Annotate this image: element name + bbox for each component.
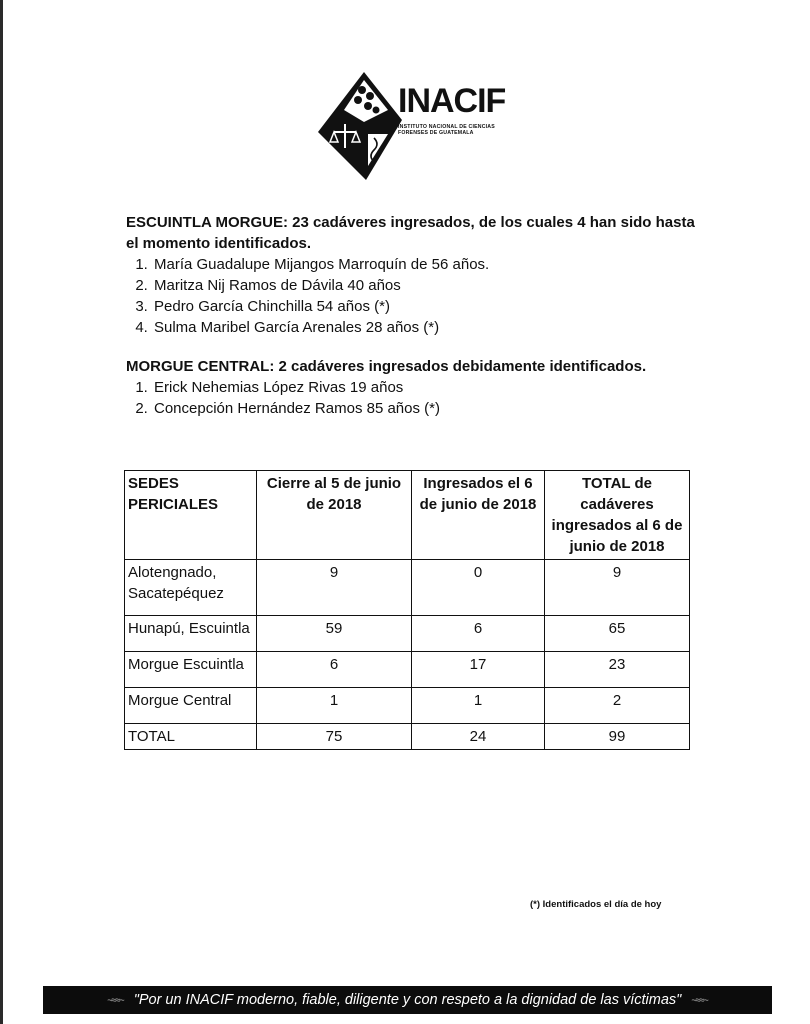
header-ingresados: Ingresados el 6 de junio de 2018 [412,471,545,560]
cell-cierre: 9 [257,560,412,616]
list-item: 2. Maritza Nij Ramos de Dávila 40 años [152,275,706,296]
cell-ingresados: 1 [412,688,545,724]
escuintla-list [126,254,706,338]
header-sedes: SEDES PERICIALES [125,471,257,560]
escuintla-section [126,212,706,338]
cell-sede: TOTAL [125,724,257,750]
inacif-logo [316,70,516,182]
logo-subtitle: INSTITUTO NACIONAL DE CIENCIAS FORENSES DE GUATEMALA [398,124,495,136]
cell-sede: Hunapú, Escuintla [125,616,257,652]
header-total: TOTAL de cadáveres ingresados al 6 de junio de 2018 [545,471,690,560]
cell-ingresados: 17 [412,652,545,688]
cell-total: 9 [545,560,690,616]
cell-total: 2 [545,688,690,724]
footnote: (*) Identificados el día de hoy [530,899,662,910]
cell-cierre: 59 [257,616,412,652]
cell-cierre: 6 [257,652,412,688]
logo-wordmark: INACIF [398,82,506,120]
list-item: 4. Sulma Maribel García Arenales 28 años (*) [152,317,706,338]
table-total-row [125,724,690,750]
left-flourish-icon: ~≈≈~ [107,995,124,1005]
cell-total: 99 [545,724,690,750]
list-item: 1. Erick Nehemias López Rivas 19 años [152,377,706,398]
inacif-emblem-icon [316,70,402,182]
footer-slogan-bar [43,986,772,1014]
cell-cierre: 1 [257,688,412,724]
table-row [125,688,690,724]
central-list [126,377,706,419]
central-section [126,356,706,419]
table-row [125,560,690,616]
footer-slogan: "Por un INACIF moderno, fiable, diligente y con respeto a la dignidad de las víctimas" [133,992,682,1008]
cell-sede: Morgue Central [125,688,257,724]
central-heading: MORGUE CENTRAL: 2 cadáveres ingresados debidamente identificados. [126,358,647,375]
table-header-row [125,471,690,560]
cell-ingresados: 0 [412,560,545,616]
right-flourish-icon: ~≈≈~ [691,995,708,1005]
cell-total: 65 [545,616,690,652]
sedes-table [124,470,690,750]
cell-cierre: 75 [257,724,412,750]
table-row [125,652,690,688]
header-cierre: Cierre al 5 de junio de 2018 [257,471,412,560]
table-row [125,616,690,652]
list-item: 2. Concepción Hernández Ramos 85 años (*) [152,398,706,419]
cell-ingresados: 6 [412,616,545,652]
list-item: 1. María Guadalupe Mijangos Marroquín de 56 años. [152,254,706,275]
cell-total: 23 [545,652,690,688]
list-item: 3. Pedro García Chinchilla 54 años (*) [152,296,706,317]
cell-sede: Alotengnado, Sacatepéquez [125,560,257,616]
cell-sede: Morgue Escuintla [125,652,257,688]
page-left-edge [0,0,3,1024]
cell-ingresados: 24 [412,724,545,750]
escuintla-heading: ESCUINTLA MORGUE: 23 cadáveres ingresados, de los cuales 4 han sido hasta el momento identificados. [126,214,695,252]
